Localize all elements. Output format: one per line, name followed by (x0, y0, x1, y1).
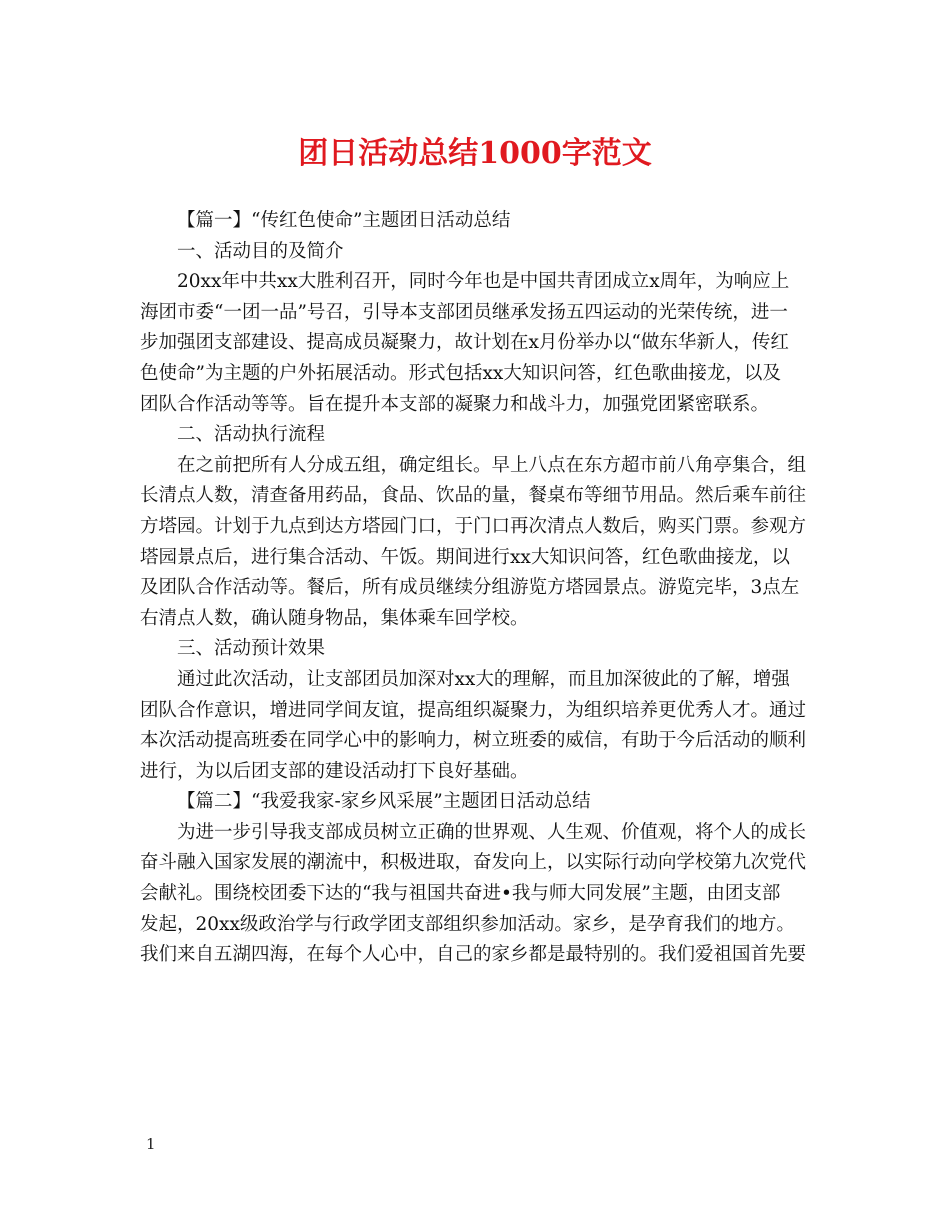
document-body (140, 206, 815, 971)
text-line: 海团市委“一团一品”号召，引导本支部团员继承发扬五四运动的光荣传统，进一 (140, 301, 788, 323)
text-line: 步加强团支部建设、提高成员凝聚力，故计划在x月份举办以“做东华新人，传红 (140, 332, 789, 354)
text-line: 奋斗融入国家发展的潮流中，积极进取，奋发向上，以实际行动向学校第九次党代 (140, 852, 807, 874)
text-line: 发起，20xx级政治学与行政学团支部组织参加活动。家乡，是孕育我们的地方。 (140, 913, 795, 935)
text-line: 三、活动预计效果 (177, 638, 326, 660)
text-line: 我们来自五湖四海，在每个人心中，自己的家乡都是最特别的。我们爱祖国首先要 (140, 944, 807, 966)
text-line: 塔园景点后，进行集合活动、午饭。期间进行xx大知识问答，红色歌曲接龙，以 (140, 546, 790, 568)
text-line: 色使命”为主题的户外拓展活动。形式包括xx大知识问答，红色歌曲接龙，以及 (140, 362, 781, 384)
text-line: 长清点人数，清查备用药品，食品、饮品的量，餐桌布等细节用品。然后乘车前往 (140, 485, 807, 507)
text-line: 20xx年中共xx大胜利召开，同时今年也是中国共青团成立x周年，为响应上 (177, 271, 790, 293)
text-line: 团队合作活动等等。旨在提升本支部的凝聚力和战斗力，加强党团紧密联系。 (140, 393, 770, 415)
text-line: 在之前把所有人分成五组，确定组长。早上八点在东方超市前八角亭集合，组 (177, 454, 807, 476)
text-line: 【篇一】“传红色使命”主题团日活动总结 (177, 210, 511, 231)
text-line: 为进一步引导我支部成员树立正确的世界观、人生观、价值观，将个人的成长 (177, 821, 807, 843)
text-line: 及团队合作活动等。餐后，所有成员继续分组游览方塔园景点。游览完毕，3点左 (140, 577, 800, 599)
page-number: 1 (146, 1135, 156, 1153)
text-line: 会献礼。围绕校团委下达的“我与祖国共奋进•我与师大同发展”主题，由团支部 (140, 883, 781, 905)
text-line: 本次活动提高班委在同学心中的影响力，树立班委的威信，有助于今后活动的顺利 (140, 730, 807, 752)
text-line: 右清点人数，确认随身物品，集体乘车回学校。 (140, 607, 529, 629)
text-line: 进行，为以后团支部的建设活动打下良好基础。 (140, 760, 529, 782)
text-line: 方塔园。计划于九点到达方塔园门口，于门口再次清点人数后，购买门票。参观方 (140, 515, 807, 537)
text-line: 通过此次活动，让支部团员加深对xx大的理解，而且加深彼此的了解，增强 (177, 668, 790, 690)
text-line: 二、活动执行流程 (177, 424, 326, 446)
document-title: 团日活动总结1000字范文 (298, 136, 652, 171)
text-line: 一、活动目的及简介 (177, 240, 344, 262)
text-line: 【篇二】“我爱我家-家乡风采展”主题团日活动总结 (177, 791, 591, 813)
text-line: 团队合作意识，增进同学间友谊，提高组织凝聚力，为组织培养更优秀人才。通过 (140, 699, 807, 721)
